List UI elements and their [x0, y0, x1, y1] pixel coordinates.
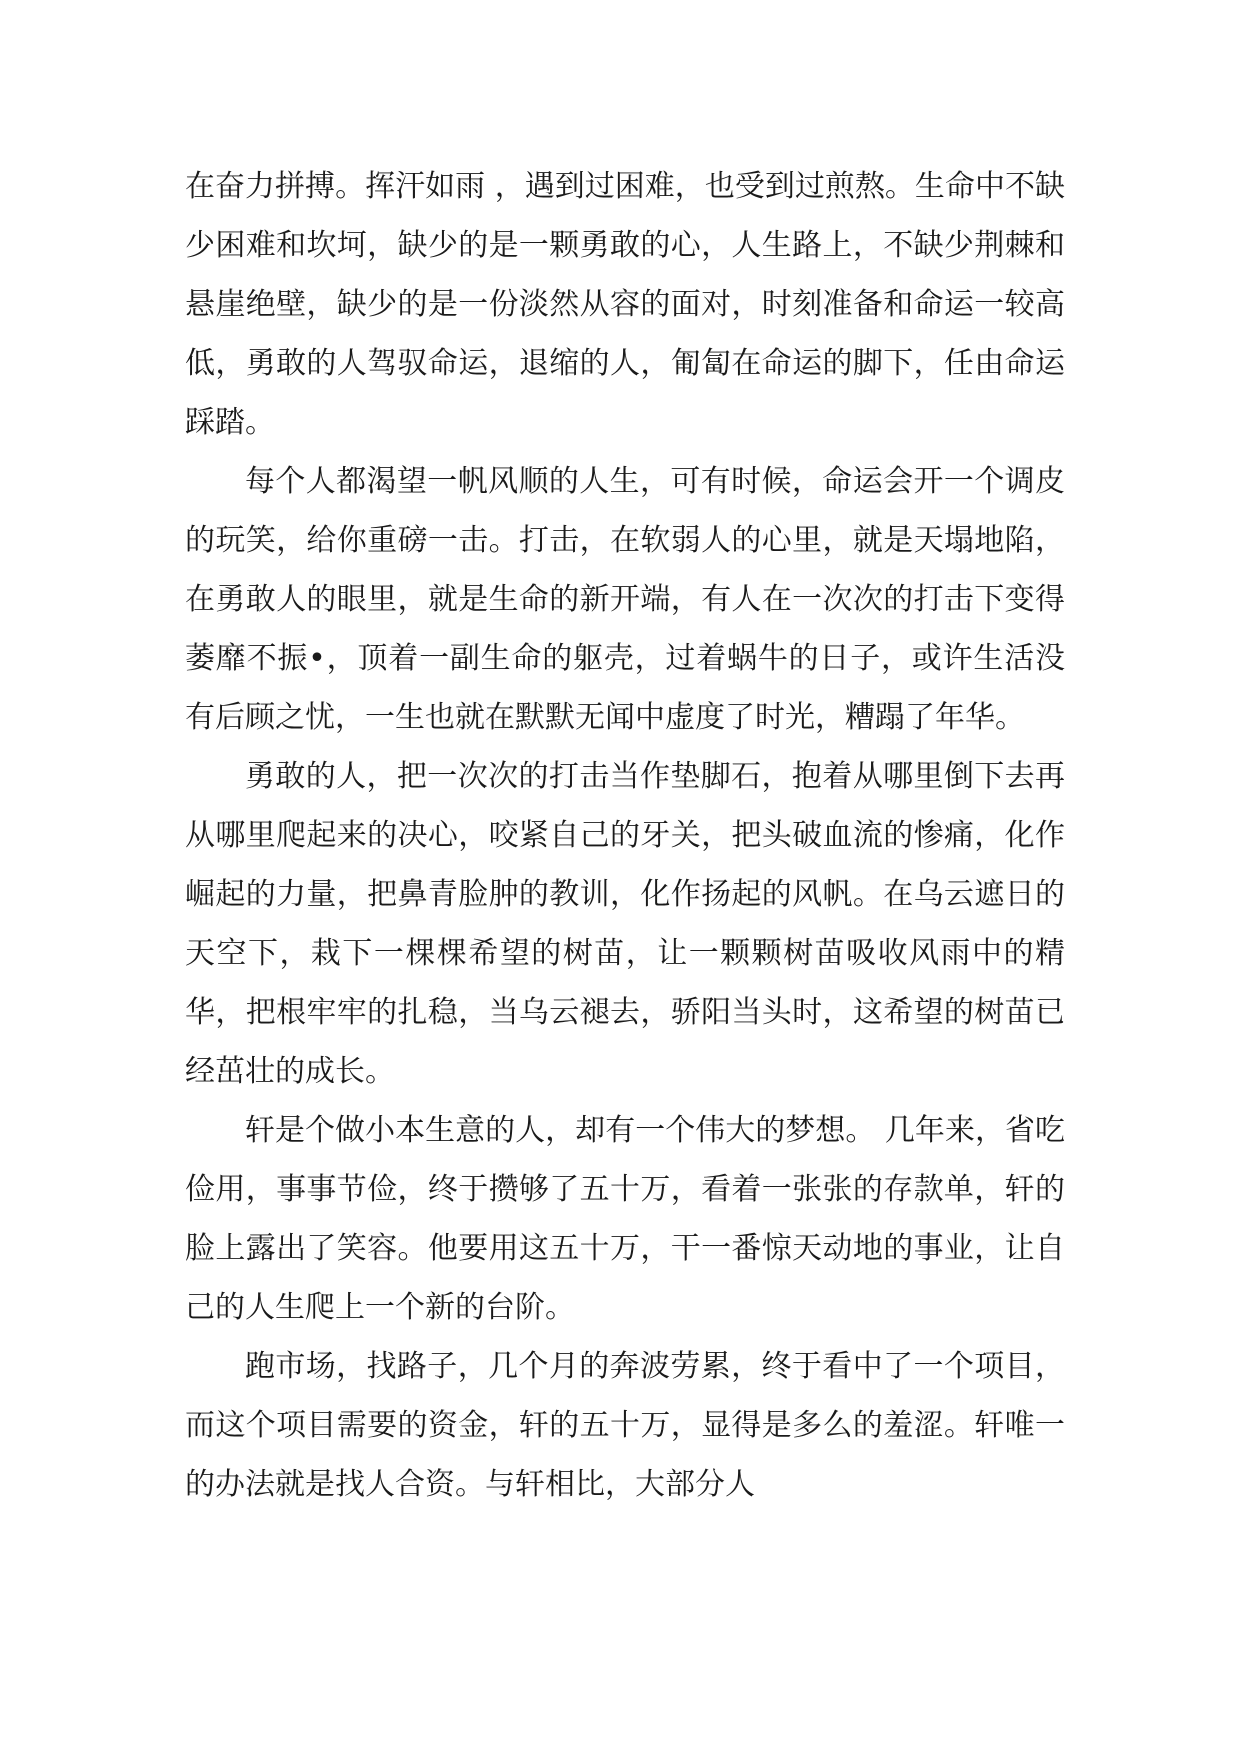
paragraph-2: 每个人都渴望一帆风顺的人生，可有时候，命运会开一个调皮的玩笑，给你重磅一击。打击，在软弱人的心里，就是天塌地陷，在勇敢人的眼里，就是生命的新开端，有人在一次次的打击下变得萎靡不振•，顶着一副生命的躯壳，过着蜗牛的日子，或许生活没有后顾之忧，一生也就在默默无闻中虚度了时光，糟蹋了年华。 — [185, 464, 1065, 735]
document-body — [185, 157, 1065, 1514]
paragraph-1: 在奋力拼搏。挥汗如雨 ，遇到过困难，也受到过煎熬。生命中不缺少困难和坎坷，缺少的是一颗勇敢的心，人生路上，不缺少荆棘和悬崖绝壁，缺少的是一份淡然从容的面对，时刻准备和命运一较高低，勇敢的人驾驭命运，退缩的人，匍匐在命运的脚下，任由命运踩踏。 — [185, 169, 1065, 440]
paragraph-5: 跑市场，找路子，几个月的奔波劳累，终于看中了一个项目， 而这个项目需要的资金，轩的五十万，显得是多么的羞涩。轩唯一的办法就是找人合资。与轩相比，大部分人 — [185, 1349, 1065, 1502]
paragraph-3: 勇敢的人，把一次次的打击当作垫脚石，抱着从哪里倒下去再从哪里爬起来的决心，咬紧自己的牙关，把头破血流的惨痛，化作崛起的力量，把鼻青脸肿的教训，化作扬起的风帆。在乌云遮日的天空下，栽下一棵棵希望的树苗，让一颗颗树苗吸收风雨中的精华，把根牢牢的扎稳，当乌云褪去，骄阳当头时，这希望的树苗已经茁壮的成长。 — [185, 759, 1065, 1089]
paragraph-4: 轩是个做小本生意的人，却有一个伟大的梦想。 几年来，省吃俭用，事事节俭，终于攒够了五十万，看着一张张的存款单，轩的脸上露出了笑容。他要用这五十万，干一番惊天动地的事业，让自己的人生爬上一个新的台阶。 — [185, 1113, 1065, 1325]
